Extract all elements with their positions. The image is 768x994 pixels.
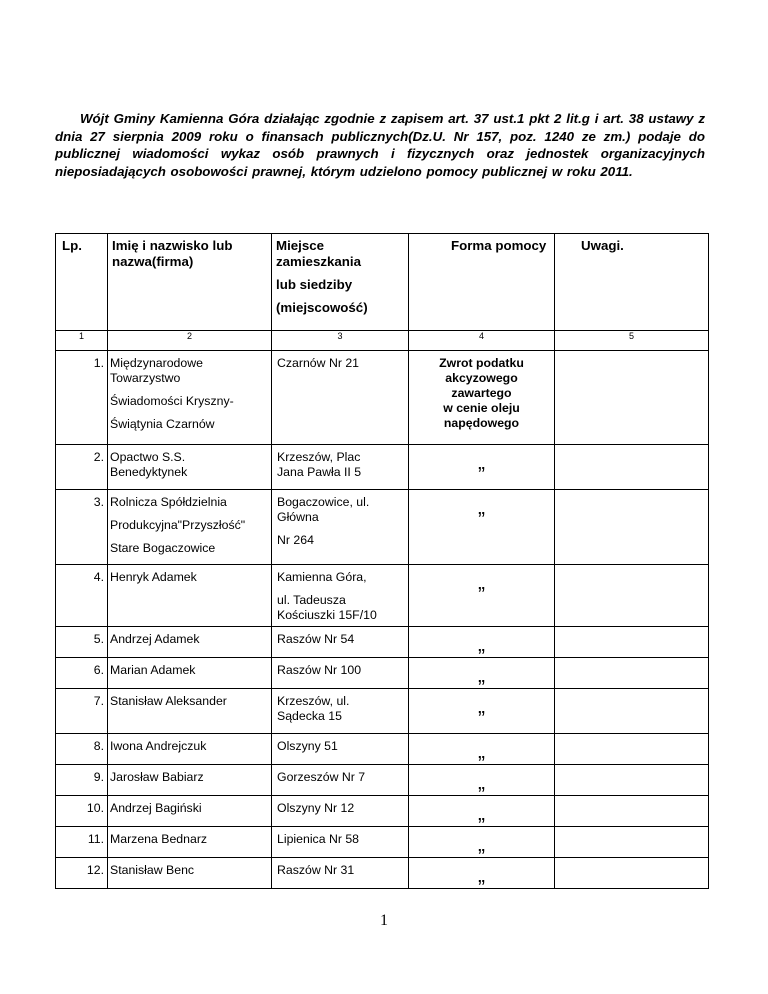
row-place: Gorzeszów Nr 7 [272, 765, 409, 796]
row-place: Krzeszów, ul. Sądecka 15 [272, 689, 409, 734]
row-remarks [555, 445, 709, 490]
aid-recipients-table [55, 233, 709, 889]
table-row [56, 689, 709, 734]
row-place: Kamienna Góra, ul. Tadeusza Kościuszki 15F/10 [272, 565, 409, 627]
row-name: Marzena Bednarz [108, 827, 272, 858]
row-name: Andrzej Adamek [108, 627, 272, 658]
row-lp: 9. [56, 765, 108, 796]
row-lp: 6. [56, 658, 108, 689]
row-remarks [555, 658, 709, 689]
row-form: „ [409, 445, 555, 490]
table-row [56, 734, 709, 765]
table-row [56, 796, 709, 827]
table-row [56, 627, 709, 658]
row-remarks [555, 858, 709, 889]
row-place: Raszów Nr 54 [272, 627, 409, 658]
row-name: Marian Adamek [108, 658, 272, 689]
col-number: 5 [555, 331, 709, 351]
row-form: „ [409, 565, 555, 627]
row-lp: 8. [56, 734, 108, 765]
col-number: 2 [108, 331, 272, 351]
row-name: Andrzej Bagiński [108, 796, 272, 827]
row-form: „ [409, 796, 555, 827]
row-remarks [555, 765, 709, 796]
col-number: 4 [409, 331, 555, 351]
row-lp: 5. [56, 627, 108, 658]
row-name: Stanisław Benc [108, 858, 272, 889]
header-name: Imię i nazwisko lub nazwa(firma) [108, 234, 272, 331]
header-lp: Lp. [56, 234, 108, 331]
row-form: „ [409, 689, 555, 734]
row-lp: 3. [56, 490, 108, 565]
table-row [56, 351, 709, 445]
row-remarks [555, 796, 709, 827]
row-form: „ [409, 827, 555, 858]
row-name: Jarosław Babiarz [108, 765, 272, 796]
row-lp: 12. [56, 858, 108, 889]
row-form: „ [409, 490, 555, 565]
row-place: Czarnów Nr 21 [272, 351, 409, 445]
row-name: Rolnicza Spółdzielnia Produkcyjna"Przyszłość" Stare Bogaczowice [108, 490, 272, 565]
table-row [56, 827, 709, 858]
row-name: Stanisław Aleksander [108, 689, 272, 734]
col-number: 3 [272, 331, 409, 351]
table-row [56, 858, 709, 889]
table-row [56, 565, 709, 627]
row-remarks [555, 734, 709, 765]
row-lp: 4. [56, 565, 108, 627]
row-remarks [555, 565, 709, 627]
header-place: Miejsce zamieszkania lub siedziby (miejscowość) [272, 234, 409, 331]
row-name: Henryk Adamek [108, 565, 272, 627]
table-row [56, 445, 709, 490]
row-remarks [555, 689, 709, 734]
page-number: 1 [380, 912, 388, 929]
table-row [56, 658, 709, 689]
row-name: Międzynarodowe Towarzystwo Świadomości Kryszny- Świątynia Czarnów [108, 351, 272, 445]
row-lp: 1. [56, 351, 108, 445]
row-lp: 7. [56, 689, 108, 734]
row-form: „ [409, 658, 555, 689]
row-name: Opactwo S.S. Benedyktynek [108, 445, 272, 490]
row-remarks [555, 827, 709, 858]
row-place: Raszów Nr 100 [272, 658, 409, 689]
table-row [56, 490, 709, 565]
row-remarks [555, 490, 709, 565]
intro-paragraph: Wójt Gminy Kamienna Góra działając zgodnie z zapisem art. 37 ust.1 pkt 2 lit.g i art. 38 ustawy z dnia 27 sierpnia 2009 roku o finansach publicznych(Dz.U. Nr 157, poz. 1240 ze zm.) podaje do publicznej wiadomości wykaz osób prawnych i fizycznych oraz jednostek organizacyjnych nieposiadających osobowości prawnej, którym udzielono pomocy publicznej w roku 2011. [55, 111, 705, 179]
row-place: Lipienica Nr 58 [272, 827, 409, 858]
row-place: Bogaczowice, ul. Główna Nr 264 [272, 490, 409, 565]
row-form: „ [409, 765, 555, 796]
row-lp: 11. [56, 827, 108, 858]
column-number-row [56, 331, 709, 351]
row-form: „ [409, 734, 555, 765]
row-form: „ [409, 858, 555, 889]
row-form: „ [409, 627, 555, 658]
header-remarks: Uwagi. [555, 234, 709, 331]
header-form: Forma pomocy [409, 234, 555, 331]
row-form: Zwrot podatku akcyzowego zawartego w cenie oleju napędowego [409, 351, 555, 445]
table-row [56, 765, 709, 796]
row-lp: 2. [56, 445, 108, 490]
row-remarks [555, 627, 709, 658]
row-place: Olszyny Nr 12 [272, 796, 409, 827]
row-remarks [555, 351, 709, 445]
row-place: Krzeszów, Plac Jana Pawła II 5 [272, 445, 409, 490]
col-number: 1 [56, 331, 108, 351]
row-place: Olszyny 51 [272, 734, 409, 765]
row-name: Iwona Andrejczuk [108, 734, 272, 765]
table-header-row [56, 234, 709, 331]
row-lp: 10. [56, 796, 108, 827]
row-place: Raszów Nr 31 [272, 858, 409, 889]
